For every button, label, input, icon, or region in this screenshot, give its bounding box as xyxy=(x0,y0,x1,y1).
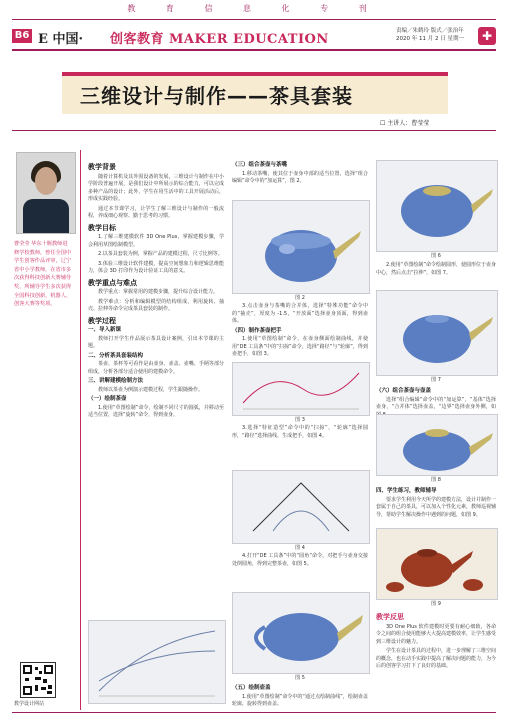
paragraph: 茶壶、茶杯等可看作是由壶身、壶盖、壶嘴、手柄等部分组成，分析各部分适合使用的建模命令。 xyxy=(88,361,224,375)
paragraph: 3.体验三维设计软件建模，提高空间想象力和逻辑思维能力，体会 3D 打印作为设计验证工具的意义。 xyxy=(88,260,224,274)
paragraph: 教学难点：分析和编辑模型的结构组成，利用旋转、抽壳、拉伸等命令完成茶具套装的制作。 xyxy=(88,298,224,312)
heading-process: 教学过程 xyxy=(88,316,116,325)
header-meta xyxy=(396,27,464,43)
paragraph: 通过本节课学习，让学生了解三维设计与制作的一般流程，养成细心观察、勤于思考的习惯。 xyxy=(88,205,224,219)
title-band xyxy=(62,72,448,114)
step-heading: 一、导入新课 xyxy=(88,327,122,333)
figure-6 xyxy=(376,160,498,252)
footer-rule xyxy=(12,712,496,713)
author-photo xyxy=(16,152,76,234)
figure-9 xyxy=(376,528,498,600)
header-slogan: 教 育 信 息 化 专 刊 xyxy=(127,4,381,13)
middle-column-c xyxy=(232,425,368,442)
step-heading: 四、学生练习，教师辅导 xyxy=(376,488,437,494)
section-name: 创客教育 MAKER EDUCATION xyxy=(110,32,329,47)
left-column xyxy=(88,160,224,422)
figure-4 xyxy=(232,470,370,544)
paragraph: 1.使用“草图绘制”命令，在壶身侧面绘制曲线，并使用“DE 工具条”中的“扫掠”命令，选择“路径”与“轮廓”，得到壶把手，如图 3。 xyxy=(232,336,368,357)
figure-6-caption: 图 6 xyxy=(431,253,441,259)
step-heading: 三、讲解建模绘制方法 xyxy=(88,378,144,384)
heading-background: 教学背景 xyxy=(88,163,116,171)
figure-4-caption: 图 4 xyxy=(295,545,305,551)
logo-icon: ✚ xyxy=(478,27,496,45)
figure-8 xyxy=(376,414,498,476)
title-stripe xyxy=(62,72,448,76)
paragraph: 随着计算机及其外围设备的发展，三维设计与制作在中小学阶段普遍开展，是我们设计中所展示的综合能力，可以完成多种产品的设计；此外，学生在用生活中的工具开展活动后，形成实践经验。 xyxy=(88,173,224,202)
article-host: ☐ 主讲人：曹莹莹 xyxy=(380,120,430,127)
paragraph: 2.以茶具套装为例，掌握产品的建模过程，尺寸比例等。 xyxy=(98,251,223,257)
header-bottom-rule xyxy=(12,49,496,51)
middle-column-b xyxy=(232,303,368,361)
figure-5-caption: 图 5 xyxy=(295,675,305,681)
date-line: 2020 年 11 月 2 日 星期一 xyxy=(396,36,464,42)
right-column xyxy=(376,262,496,279)
figure-2 xyxy=(232,200,370,294)
figure-2-caption: 图 2 xyxy=(295,295,305,301)
qr-code xyxy=(20,662,56,698)
paragraph: 1.了解三维建模软件 3D One Plus，掌握建模步骤，学会利用草图绘制模型。 xyxy=(88,234,224,248)
figure-3-caption: 图 3 xyxy=(295,417,305,423)
header-rule xyxy=(12,19,496,20)
step-heading: （六）组合茶壶与壶盖 xyxy=(376,388,432,394)
paragraph: 选择“组合编辑”命令中的“加运算”，“基体”选择壶身，“合并体”选择壶盖，“边界”选择壶身外侧，如 xyxy=(376,396,496,410)
qr-caption: 教学设计网站 xyxy=(14,701,45,707)
paper-initial: E xyxy=(38,32,48,47)
author-bio: 曹莹莹 华东十堰教师进修学校教师，曾任全国中学生创客作品评审，辽宁省中小学教师，在省市多次获得科技创新大赛辅导奖，所辅导学生多次获得全国科技创新、机器人、创客大赛等奖项。 xyxy=(14,241,72,308)
middle-column-d xyxy=(232,553,368,570)
paragraph: 3.选择“特征造型”命令中的“扫掠”，“轮廓”选择圆形，“路径”选择曲线，生成把手，如图 4。 xyxy=(232,425,368,439)
heading-key-points: 教学重点与难点 xyxy=(88,278,137,287)
paragraph: 1.使用“草图绘制”命令，绘制不同尺寸的圆弧，并移动至适当位置，选择“旋转”命令，得到壶身。 xyxy=(88,404,224,418)
paper-name-text: 中国· xyxy=(52,32,83,47)
heading-reflection: 教学反思 xyxy=(376,613,404,621)
right-column-c xyxy=(376,486,496,521)
figure-8-caption: 图 8 xyxy=(431,477,441,483)
middle-column xyxy=(232,160,368,188)
paragraph: 1.移动茶嘴，使其位于壶身中部的适当位置，选择“组合编辑”命令中的“加运算”，图 2。 xyxy=(232,170,368,184)
step-heading: 二、分析茶具套装结构 xyxy=(88,352,144,359)
step-heading: （一）绘制茶壶 xyxy=(88,396,127,402)
step-heading: （四）制作茶壶把手 xyxy=(232,327,282,334)
figure-9-caption: 图 9 xyxy=(431,601,441,607)
article-title: 三维设计与制作——茶具套装 xyxy=(80,84,353,108)
heading-goal: 教学目标 xyxy=(88,223,116,232)
editor-line: 责编／朱鹤玲 版式／张治年 xyxy=(396,28,464,34)
page-badge: B6 xyxy=(12,29,32,43)
paper-name xyxy=(38,28,83,47)
title-rule xyxy=(12,130,496,131)
paragraph: 要求学生利用今天所学的建模方法，设计并制作一套属于自己的茶具，可以加入个性化元素，教师巡视辅导，帮助学生解决操作中遇到的问题，如图 9。 xyxy=(376,496,497,518)
paragraph: 3D One Plus 软件建模时更要有耐心细致，各命令之间的组合使用能够大大提高建模效率，让学生感受到三维设计的魅力。 xyxy=(376,623,497,645)
paragraph: 4.打开“DE 工具条”中的“圆角”命令，对把手与壶身交接处倒圆角，得到完整茶壶，如图 5。 xyxy=(232,553,368,567)
figure-7-caption: 图 7 xyxy=(431,377,441,383)
paragraph: 学生在设计茶具的过程中，进一步理解了三维空间的概念，也在动手实践中提高了解决问题的能力，为今后的创客学习打下了良好的基础。 xyxy=(376,648,497,669)
figure-3 xyxy=(232,362,370,416)
figure-7 xyxy=(376,290,498,376)
figure-1 xyxy=(88,620,226,704)
step-heading: （三）组合茶壶与茶嘴 xyxy=(232,162,288,168)
figure-5 xyxy=(232,592,370,674)
author-divider xyxy=(80,150,81,710)
step-heading: （五）绘制壶盖 xyxy=(232,685,271,691)
paragraph: 教学重点：掌握常用的建模步骤，提升综合设计能力。 xyxy=(98,289,219,295)
paragraph: 1.使用“草图绘制”命令中的“通过点绘制曲线”，绘制壶盖轮廓，旋转得到壶盖。 xyxy=(232,693,368,707)
paragraph: 3.点击壶身与茶嘴的合并体，选择“特殊功能”命令中的“抽壳”，厚度为 -1.5，“开放面”选择壶身顶面，得到壶体。 xyxy=(232,303,368,324)
right-column-d xyxy=(376,610,496,673)
paragraph: 教师打开学生作品展示茶具设计案例，引出本节课的主题。 xyxy=(88,335,224,349)
paragraph: 教师以茶壶为例演示建模过程，学生跟随操作。 xyxy=(98,386,204,393)
paragraph: 2.使用“草图绘制”命令绘制圆形，使圆形位于壶身中心，然后点击“拉伸”，如图 7。 xyxy=(376,262,496,276)
middle-column-e xyxy=(232,683,368,711)
